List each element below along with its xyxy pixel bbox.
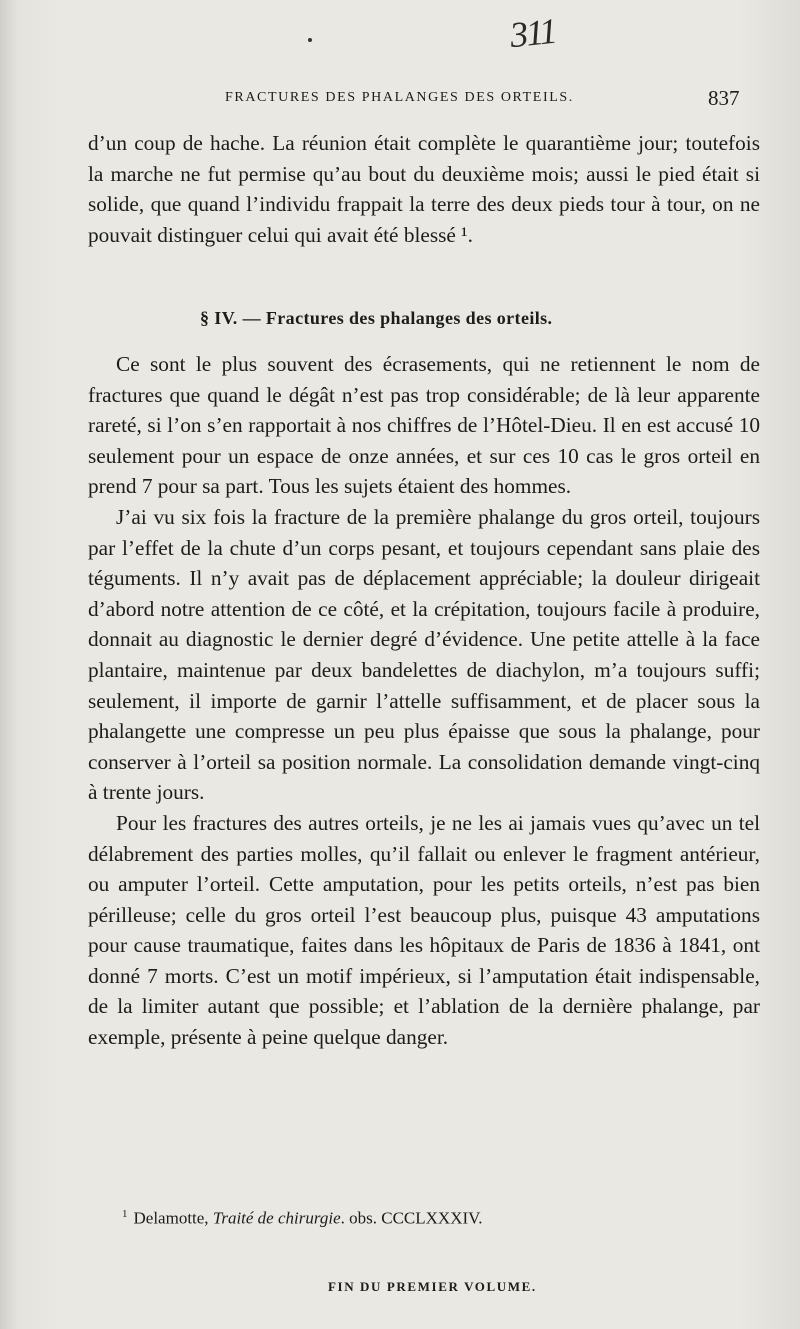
paragraph: Ce sont le plus souvent des écrasements, qui ne retiennent le nom de fractures que quand le dégât n’est pas trop considérable; de là leur apparente rareté, si l’on s’en rapportait à nos chiffres de l’Hôtel-Dieu. Il en est accusé 10 seulement pour un espace de onze années, et sur ces 10 cas le gros orteil en prend 7 pour sa part. Tous les sujets étaient des hommes. [88,352,760,499]
footnote-reference: . obs. CCCLXXXIV. [340,1208,483,1228]
paragraph: Pour les fractures des autres orteils, je ne les ai jamais vues qu’avec un tel délabrement des parties molles, qu’il fallait ou enlever le fragment antérieur, ou amputer l’orteil. Cette amputation, pour les petits orteils, n’est pas bien périlleuse; celle du gros orteil l’est beaucoup plus, puisque 43 amputations pour cause traumatique, faites dans les hôpitaux de Paris de 1836 à 1841, ont donné 7 morts. C’est un motif impérieux, si l’amputation était indispensable, de la limiter autant que possible; et l’ablation de la dernière phalange, par exemple, présente à peine quelque danger. [88,810,760,1050]
footnote-marker: 1 [122,1208,128,1220]
continued-paragraph-block [88,128,760,250]
paragraph: J’ai vu six fois la fracture de la première phalange du gros orteil, toujours par l’effet de la chute d’un corps pesant, et toujours cependant sans plaie des téguments. Il n’y avait pas de déplacement appréciable; la douleur dirigeait d’abord notre attention de ce côté, et la crépitation, toujours facile à produire, donnait au diagnostic le dernier degré d’évidence. Une petite attelle à la face plantaire, maintenue par deux bandelettes de diachylon, m’a toujours suffi; seulement, il importe de garnir l’attelle suffisamment, et de placer sous la phalangette une compresse un peu plus épaisse que sous la phalange, pour conserver à l’orteil sa position normale. La consolidation demande vingt-cinq à trente jours. [88,504,760,805]
section-body [88,349,760,1053]
end-of-volume: FIN DU PREMIER VOLUME. [328,1279,537,1294]
footnote [122,1208,482,1229]
continued-paragraph: d’un coup de hache. La réunion était complète le quarantième jour; toutefois la marche ne fut permise qu’au bout du deuxième mois; aussi le pied était si solide, que quand l’individu frappait la terre des deux pieds tour à tour, on ne pouvait distinguer celui qui avait été blessé ¹. [88,131,760,247]
footnote-title: Traité de chirurgie [212,1208,341,1228]
footnote-author: Delamotte, [133,1208,209,1228]
handwritten-mark: 311 [508,10,558,56]
running-head: FRACTURES DES PHALANGES DES ORTEILS. [225,90,574,105]
page-number: 837 [708,86,740,110]
ink-dot [308,38,312,42]
section-heading: § IV. — Fractures des phalanges des orteils. [200,308,553,328]
